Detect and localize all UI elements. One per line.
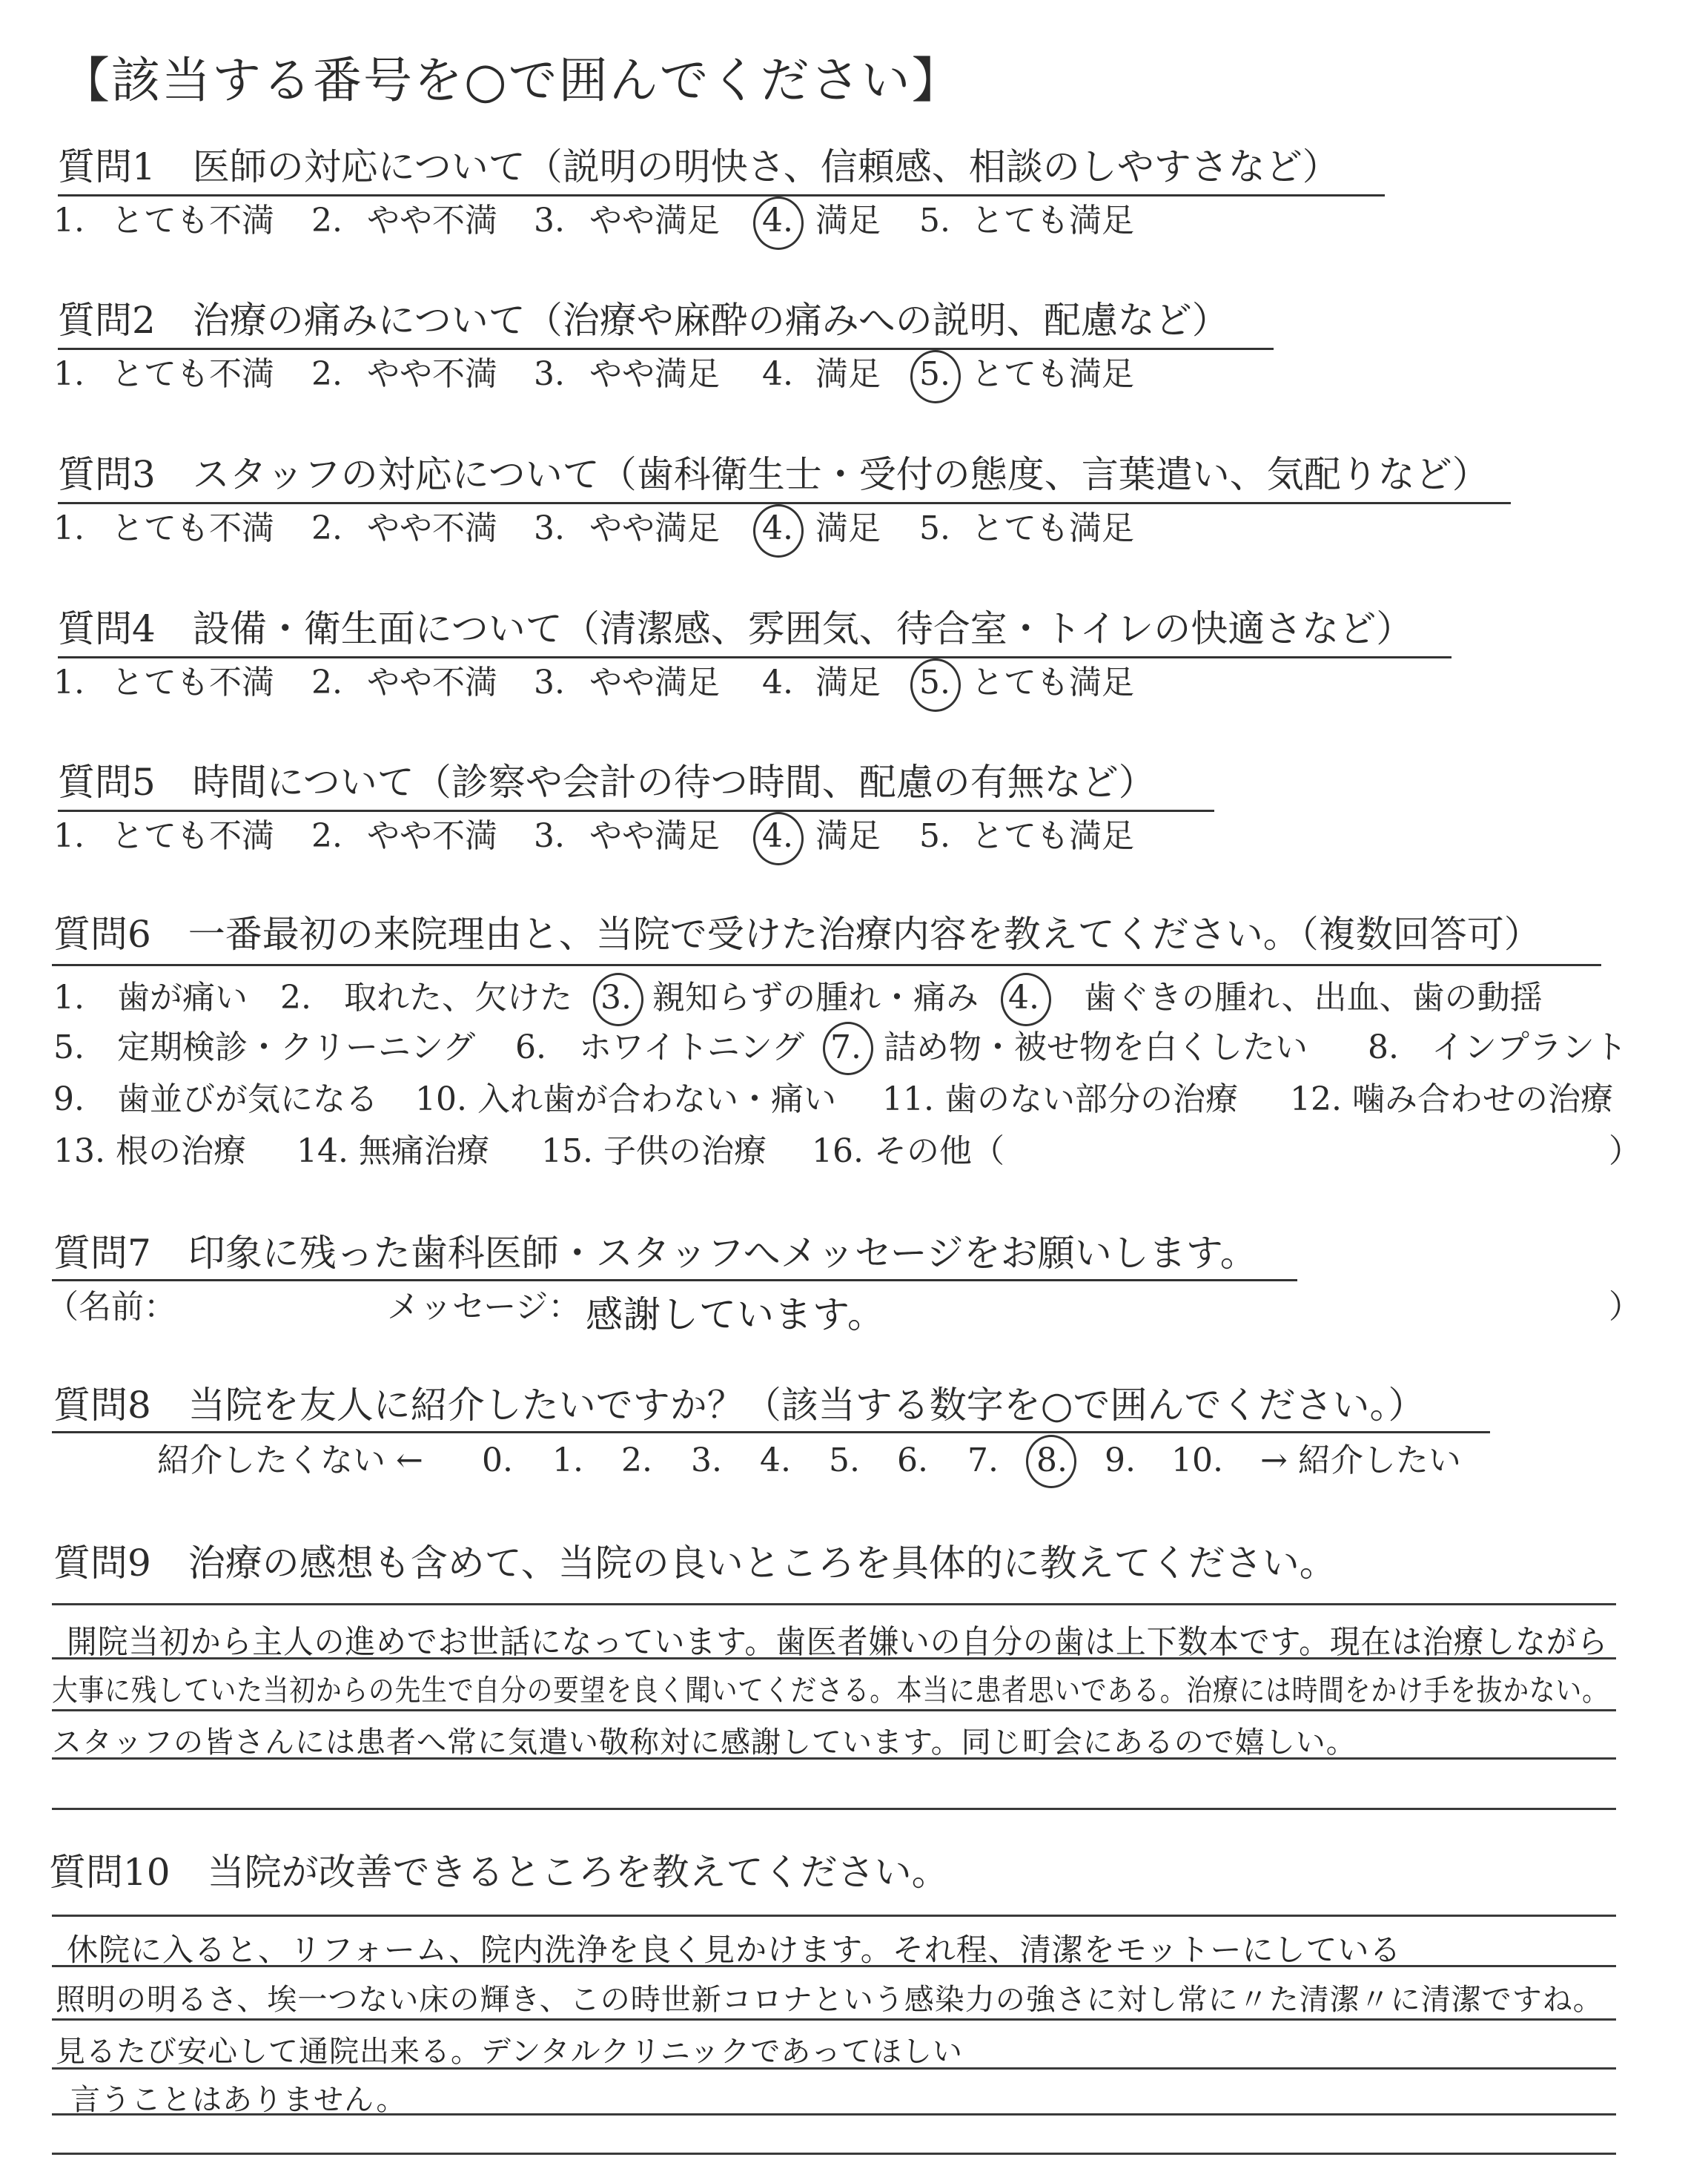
q1-option-1-number[interactable]: 1. bbox=[53, 202, 85, 240]
q10-answer-line[interactable]: 見るたび安心して通院出来る。デンタルクリニックであってほしい bbox=[56, 2035, 963, 2069]
q6-opt-1[interactable]: 1. 歯が痛い bbox=[53, 979, 248, 1017]
q10-title: 質問10 当院が改善できるところを教えてください。 bbox=[49, 1851, 949, 1894]
q7-message-label: メッセージ： bbox=[387, 1288, 581, 1326]
q7-close-paren: ） bbox=[1609, 1288, 1641, 1326]
q4-option-3-label[interactable]: やや満足 bbox=[589, 664, 720, 701]
q8-left-label: 紹介したくない ← bbox=[157, 1441, 423, 1479]
q4-option-1-label[interactable]: とても不満 bbox=[111, 664, 274, 701]
q2-option-3-label[interactable]: やや満足 bbox=[589, 355, 720, 393]
q8-selected-circle bbox=[1026, 1435, 1076, 1488]
q6-opt-3-circle bbox=[593, 973, 643, 1026]
q6-opt-7-label[interactable]: 詰め物・被せ物を白くしたい bbox=[884, 1028, 1308, 1066]
q7-name-label: （名前： bbox=[46, 1288, 176, 1326]
q5-selected-circle bbox=[753, 812, 804, 865]
q1-option-2-label[interactable]: やや不満 bbox=[367, 202, 497, 240]
q8-scale-7[interactable]: 7. bbox=[967, 1441, 999, 1479]
q8-right-label: → 紹介したい bbox=[1260, 1441, 1461, 1479]
q6-underline bbox=[52, 964, 1601, 966]
q3-option-3-number[interactable]: 3. bbox=[534, 509, 565, 547]
q5-option-3-label[interactable]: やや満足 bbox=[589, 817, 720, 855]
q3-option-2-label[interactable]: やや不満 bbox=[367, 509, 497, 547]
q5-title: 質問5 時間について（診察や会計の待つ時間、配慮の有無など） bbox=[58, 761, 1156, 804]
q8-scale-4[interactable]: 4. bbox=[760, 1441, 791, 1479]
q1-option-4-label[interactable]: 満足 bbox=[815, 202, 881, 240]
q6-opt-4-circle bbox=[1001, 973, 1051, 1026]
q3-option-3-label[interactable]: やや満足 bbox=[589, 509, 720, 547]
q8-scale-3[interactable]: 3. bbox=[691, 1441, 722, 1479]
q10-answer-line[interactable]: 照明の明るさ、埃一つない床の輝き、この時世新コロナという感染力の強さに対し常に〃た清潔〃に清潔ですね。 bbox=[56, 1983, 1603, 2017]
q4-option-5-label[interactable]: とても満足 bbox=[971, 664, 1134, 701]
q6-opt-2[interactable]: 2. 取れた、欠けた bbox=[280, 979, 572, 1017]
q3-option-4-number[interactable]: 4. bbox=[762, 509, 793, 547]
q6-opt-4-num[interactable]: 4. bbox=[1008, 979, 1039, 1017]
q2-option-3-number[interactable]: 3. bbox=[534, 355, 565, 393]
q5-option-2-label[interactable]: やや不満 bbox=[367, 817, 497, 855]
q6-title: 質問6 一番最初の来院理由と、当院で受けた治療内容を教えてください。（複数回答可） bbox=[53, 913, 1541, 956]
q4-option-2-label[interactable]: やや不満 bbox=[367, 664, 497, 701]
q5-option-1-label[interactable]: とても不満 bbox=[111, 817, 274, 855]
q4-option-1-number[interactable]: 1. bbox=[53, 664, 85, 701]
q6-opt-12[interactable]: 12. 噛み合わせの治療 bbox=[1290, 1080, 1613, 1118]
q3-option-1-label[interactable]: とても不満 bbox=[111, 509, 274, 547]
q6-opt-7-num[interactable]: 7. bbox=[830, 1028, 861, 1066]
q2-option-1-number[interactable]: 1. bbox=[53, 355, 85, 393]
q9-line-2 bbox=[52, 1709, 1616, 1711]
page-heading: 【該当する番号を○で囲んでください】 bbox=[61, 52, 962, 109]
q2-option-2-label[interactable]: やや不満 bbox=[367, 355, 497, 393]
q8-scale-0[interactable]: 0. bbox=[482, 1441, 513, 1479]
q9-line-0 bbox=[52, 1603, 1616, 1605]
q3-underline bbox=[58, 502, 1511, 504]
q9-answer-line[interactable]: 開院当初から主人の進めでお世話になっています。歯医者嫌いの自分の歯は上下数本です。現在は治療しながら bbox=[67, 1623, 1609, 1661]
q6-opt-13[interactable]: 13. 根の治療 bbox=[53, 1132, 246, 1170]
q2-option-4-number[interactable]: 4. bbox=[762, 355, 793, 393]
q6-opt-10[interactable]: 10. 入れ歯が合わない・痛い bbox=[415, 1080, 836, 1118]
q3-option-5-number[interactable]: 5. bbox=[919, 509, 950, 547]
q10-answer-line[interactable]: 言うことはありません。 bbox=[70, 2083, 407, 2117]
q9-title: 質問9 治療の感想も含めて、当院の良いところを具体的に教えてください。 bbox=[53, 1542, 1337, 1585]
q3-option-4-label[interactable]: 満足 bbox=[815, 509, 881, 547]
q6-opt-3-num[interactable]: 3. bbox=[600, 979, 632, 1017]
q8-scale-5[interactable]: 5. bbox=[829, 1441, 860, 1479]
q8-underline bbox=[52, 1431, 1490, 1433]
q6-opt-6[interactable]: 6. ホワイトニング bbox=[515, 1028, 805, 1066]
q6-opt-15[interactable]: 15. 子供の治療 bbox=[541, 1132, 767, 1170]
q4-selected-circle bbox=[910, 658, 961, 712]
q6-opt-16[interactable]: 16. その他（ bbox=[812, 1132, 1004, 1170]
q1-title: 質問1 医師の対応について（説明の明快さ、信頼感、相談のしやすさなど） bbox=[58, 145, 1340, 188]
q5-option-1-number[interactable]: 1. bbox=[53, 817, 85, 855]
q9-line-4 bbox=[52, 1808, 1616, 1810]
q1-option-2-number[interactable]: 2. bbox=[311, 202, 342, 240]
q3-option-2-number[interactable]: 2. bbox=[311, 509, 342, 547]
q6-opt-16-close: ） bbox=[1609, 1132, 1641, 1170]
q2-option-5-number[interactable]: 5. bbox=[919, 355, 950, 393]
q5-option-5-label[interactable]: とても満足 bbox=[971, 817, 1134, 855]
q5-option-4-label[interactable]: 満足 bbox=[815, 817, 881, 855]
q3-option-1-number[interactable]: 1. bbox=[53, 509, 85, 547]
q8-scale-6[interactable]: 6. bbox=[897, 1441, 928, 1479]
q4-option-5-number[interactable]: 5. bbox=[919, 664, 950, 701]
q8-scale-1[interactable]: 1. bbox=[552, 1441, 583, 1479]
q10-line-5 bbox=[52, 2153, 1616, 2155]
q1-option-5-number[interactable]: 5. bbox=[919, 202, 950, 240]
q8-scale-10[interactable]: 10. bbox=[1171, 1441, 1223, 1479]
q3-option-5-label[interactable]: とても満足 bbox=[971, 509, 1134, 547]
q2-option-4-label[interactable]: 満足 bbox=[815, 355, 881, 393]
q7-title: 質問7 印象に残った歯科医師・スタッフへメッセージをお願いします。 bbox=[53, 1232, 1257, 1275]
q8-scale-2[interactable]: 2. bbox=[621, 1441, 652, 1479]
q5-option-4-number[interactable]: 4. bbox=[762, 817, 793, 855]
q6-opt-5[interactable]: 5. 定期検診・クリーニング bbox=[53, 1028, 476, 1066]
q4-option-4-number[interactable]: 4. bbox=[762, 664, 793, 701]
q8-title: 質問8 当院を友人に紹介したいですか？（該当する数字を○で囲んでください。） bbox=[53, 1384, 1426, 1427]
q2-option-5-label[interactable]: とても満足 bbox=[971, 355, 1134, 393]
q1-underline bbox=[58, 194, 1385, 196]
q5-option-2-number[interactable]: 2. bbox=[311, 817, 342, 855]
q5-option-3-number[interactable]: 3. bbox=[534, 817, 565, 855]
q10-answer-line[interactable]: 休院に入ると、リフォーム、院内洗浄を良く見かけます。それ程、清潔をモットーにしている bbox=[67, 1932, 1402, 1968]
q4-option-2-number[interactable]: 2. bbox=[311, 664, 342, 701]
q2-selected-circle bbox=[910, 350, 961, 403]
q6-opt-11[interactable]: 11. 歯のない部分の治療 bbox=[882, 1080, 1238, 1118]
q8-scale-9[interactable]: 9. bbox=[1105, 1441, 1136, 1479]
q2-underline bbox=[58, 348, 1274, 350]
q2-title: 質問2 治療の痛みについて（治療や麻酔の痛みへの説明、配慮など） bbox=[58, 299, 1229, 342]
q9-answer-line[interactable]: 大事に残していた当初からの先生で自分の要望を良く聞いてくださる。本当に患者思いである。治療には時間をかけ手を抜かない。 bbox=[52, 1674, 1609, 1708]
q3-selected-circle bbox=[753, 504, 804, 558]
q1-option-3-label[interactable]: やや満足 bbox=[589, 202, 720, 240]
q6-opt-8[interactable]: 8. インプラント bbox=[1368, 1028, 1627, 1066]
q3-title: 質問3 スタッフの対応について（歯科衛生士・受付の態度、言葉遣い、気配りなど） bbox=[58, 453, 1489, 496]
q7-message-value[interactable]: 感謝しています。 bbox=[586, 1293, 885, 1336]
q6-opt-3-label[interactable]: 親知らずの腫れ・痛み bbox=[652, 979, 979, 1017]
q1-option-5-label[interactable]: とても満足 bbox=[971, 202, 1134, 240]
q1-option-1-label[interactable]: とても不満 bbox=[111, 202, 274, 240]
q5-option-5-number[interactable]: 5. bbox=[919, 817, 950, 855]
q6-opt-14[interactable]: 14. 無痛治療 bbox=[297, 1132, 489, 1170]
q6-opt-7-circle bbox=[823, 1022, 873, 1075]
q1-option-4-number[interactable]: 4. bbox=[762, 202, 793, 240]
q4-title: 質問4 設備・衛生面について（清潔感、雰囲気、待合室・トイレの快適さなど） bbox=[58, 607, 1414, 650]
q7-underline bbox=[52, 1279, 1297, 1281]
q6-opt-4-label[interactable]: 歯ぐきの腫れ、出血、歯の動揺 bbox=[1084, 979, 1543, 1017]
q10-line-2 bbox=[52, 2018, 1616, 2021]
q2-option-2-number[interactable]: 2. bbox=[311, 355, 342, 393]
q4-underline bbox=[58, 656, 1452, 658]
q1-selected-circle bbox=[753, 196, 804, 250]
q4-option-3-number[interactable]: 3. bbox=[534, 664, 565, 701]
q1-option-3-number[interactable]: 3. bbox=[534, 202, 565, 240]
q9-answer-line[interactable]: スタッフの皆さんには患者へ常に気遣い敬称対に感謝しています。同じ町会にあるので嬉しい。 bbox=[52, 1725, 1357, 1760]
q4-option-4-label[interactable]: 満足 bbox=[815, 664, 881, 701]
q10-line-0 bbox=[52, 1915, 1616, 1917]
q2-option-1-label[interactable]: とても不満 bbox=[111, 355, 274, 393]
q6-opt-9[interactable]: 9. 歯並びが気になる bbox=[53, 1080, 378, 1118]
q8-scale-8[interactable]: 8. bbox=[1036, 1441, 1068, 1479]
q5-underline bbox=[58, 810, 1214, 812]
